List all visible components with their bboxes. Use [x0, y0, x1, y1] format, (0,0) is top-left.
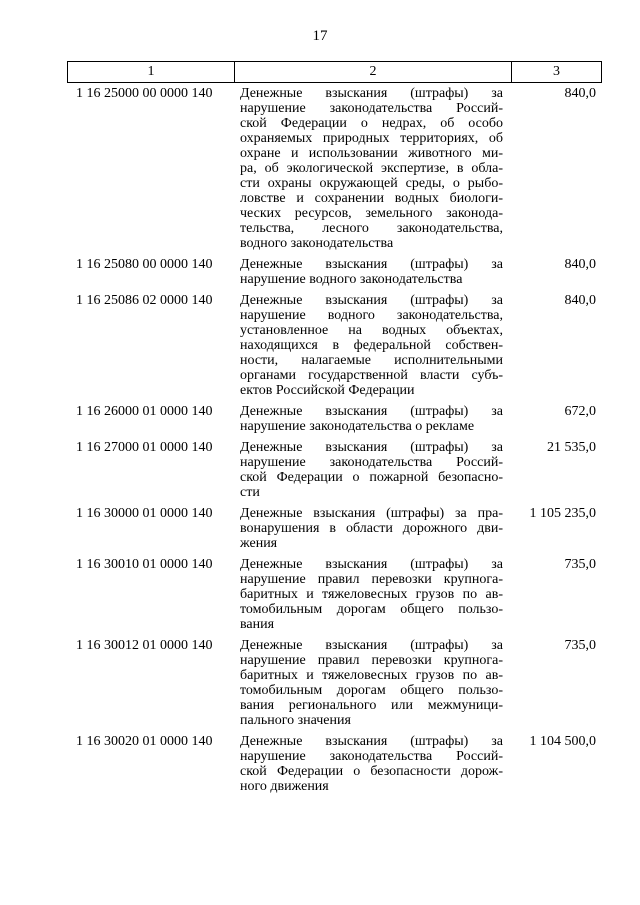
table-row — [67, 638, 602, 728]
description-line: Денежные взыскания (штрафы) за — [240, 734, 503, 749]
description-line: находящихся в федеральной собствен- — [240, 338, 503, 353]
description-line: Денежные взыскания (штрафы) за — [240, 257, 503, 272]
budget-code: 1 16 30010 01 0000 140 — [76, 557, 213, 572]
description-line: Денежные взыскания (штрафы) за — [240, 293, 503, 308]
description-line: томобильным дорогам общего пользо- — [240, 683, 503, 698]
amount: 840,0 — [564, 293, 596, 308]
table-row — [67, 404, 602, 434]
description-line: баритных и тяжеловесных грузов по ав- — [240, 668, 503, 683]
table-row — [67, 557, 602, 632]
budget-code: 1 16 30020 01 0000 140 — [76, 734, 213, 749]
revenue-description — [234, 440, 511, 500]
table-body — [67, 86, 602, 800]
amount: 1 105 235,0 — [529, 506, 596, 521]
budget-code: 1 16 30000 01 0000 140 — [76, 506, 213, 521]
description-line: сти — [240, 485, 260, 500]
description-line: ской Федерации о пожарной безопасно- — [240, 470, 503, 485]
description-line: Денежные взыскания (штрафы) за — [240, 638, 503, 653]
description-line: охраняемых природных территориях, об — [240, 131, 503, 146]
description-line: ра, об экологической экспертизе, в обла- — [240, 161, 503, 176]
amount: 1 104 500,0 — [529, 734, 596, 749]
description-line: ности, налагаемые исполнительными — [240, 353, 503, 368]
revenue-description — [234, 557, 511, 632]
description-line: нарушение водного законодательства — [240, 272, 463, 287]
table-row — [67, 293, 602, 398]
amount: 840,0 — [564, 86, 596, 101]
page-number: 17 — [312, 28, 328, 44]
revenue-description — [234, 257, 511, 287]
description-line: нарушение законодательства Россий- — [240, 455, 503, 470]
description-line: охране и использовании животного ми- — [240, 146, 503, 161]
budget-code: 1 16 25086 02 0000 140 — [76, 293, 213, 308]
description-line: Денежные взыскания (штрафы) за — [240, 86, 503, 101]
table-row — [67, 440, 602, 500]
description-line: сти охраны окружающей среды, о рыбо- — [240, 176, 503, 191]
revenue-description — [234, 506, 511, 551]
table-row — [67, 734, 602, 794]
description-line: Денежные взыскания (штрафы) за — [240, 440, 503, 455]
revenue-description — [234, 86, 511, 251]
description-line: нарушение законодательства Россий- — [240, 749, 503, 764]
description-line: Денежные взыскания (штрафы) за — [240, 557, 503, 572]
header-col-2: 2 — [235, 62, 512, 82]
description-line: ской Федерации о недрах, об особо — [240, 116, 503, 131]
description-line: установленное на водных объектах, — [240, 323, 503, 338]
description-line: органами государственной власти субъ- — [240, 368, 503, 383]
description-line: Денежные взыскания (штрафы) за пра- — [240, 506, 503, 521]
revenue-description — [234, 734, 511, 794]
amount: 735,0 — [564, 557, 596, 572]
description-line: нарушение правил перевозки крупнога- — [240, 653, 503, 668]
budget-code: 1 16 30012 01 0000 140 — [76, 638, 213, 653]
description-line: ческих ресурсов, земельного законода- — [240, 206, 503, 221]
table-row — [67, 257, 602, 287]
description-line: баритных и тяжеловесных грузов по ав- — [240, 587, 503, 602]
description-line: ного движения — [240, 779, 329, 794]
description-line: нарушение водного законодательства, — [240, 308, 503, 323]
description-line: вания — [240, 617, 275, 632]
description-line: Денежные взыскания (штрафы) за — [240, 404, 503, 419]
header-col-3: 3 — [553, 64, 560, 79]
description-line: вонарушения в области дорожного дви- — [240, 521, 503, 536]
description-line: тельства, лесного законодательства, — [240, 221, 503, 236]
description-line: пального значения — [240, 713, 351, 728]
description-line: ектов Российской Федерации — [240, 383, 415, 398]
description-line: нарушение правил перевозки крупнога- — [240, 572, 503, 587]
revenue-description — [234, 404, 511, 434]
description-line: ской Федерации о безопасности дорож- — [240, 764, 503, 779]
amount: 21 535,0 — [547, 440, 596, 455]
header-col-1: 1 — [68, 62, 235, 82]
description-line: вания регионального или межмуници- — [240, 698, 503, 713]
description-line: водного законодательства — [240, 236, 394, 251]
budget-code: 1 16 25080 00 0000 140 — [76, 257, 213, 272]
revenue-description — [234, 293, 511, 398]
amount: 840,0 — [564, 257, 596, 272]
budget-code: 1 16 26000 01 0000 140 — [76, 404, 213, 419]
amount: 735,0 — [564, 638, 596, 653]
amount: 672,0 — [564, 404, 596, 419]
table-row — [67, 86, 602, 251]
description-line: ловстве и сохранении водных биологи- — [240, 191, 503, 206]
description-line: томобильным дорогам общего пользо- — [240, 602, 503, 617]
table-header — [67, 61, 602, 83]
table-row — [67, 506, 602, 551]
budget-code: 1 16 25000 00 0000 140 — [76, 86, 213, 101]
description-line: жения — [240, 536, 278, 551]
description-line: нарушение законодательства Россий- — [240, 101, 503, 116]
description-line: нарушение законодательства о рекламе — [240, 419, 475, 434]
revenue-description — [234, 638, 511, 728]
budget-code: 1 16 27000 01 0000 140 — [76, 440, 213, 455]
